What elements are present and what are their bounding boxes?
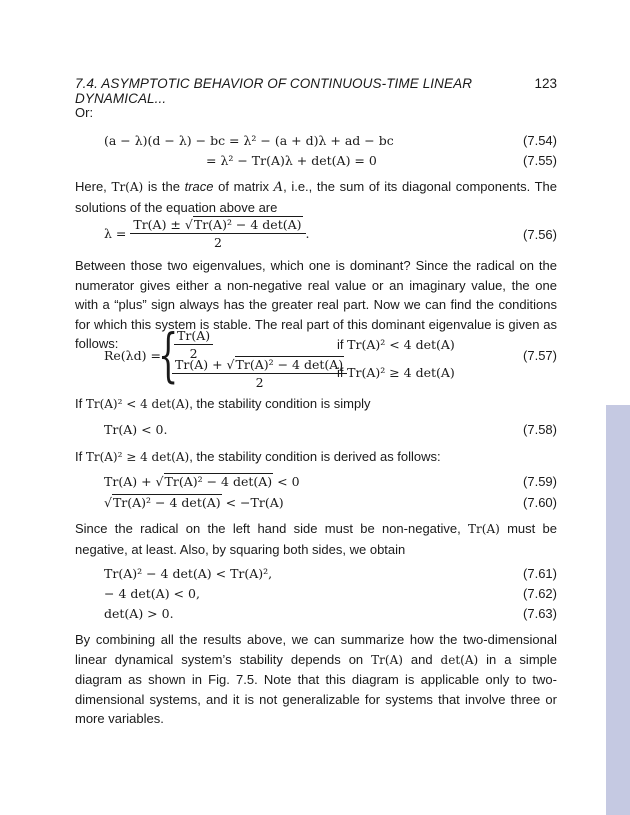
paragraph-trace-text-3: of matrix	[213, 179, 274, 194]
paragraph-radical-text-2: must be negative, at least. Also, by squaring both sides, we obtain	[75, 521, 558, 557]
paragraph-trace	[75, 177, 557, 217]
equation-7-59-left: Tr(A) +	[104, 474, 152, 489]
equation-7-62	[104, 586, 557, 608]
equation-7-58-number: (7.58)	[523, 422, 557, 437]
chapter-thumb-tab	[606, 405, 630, 815]
inline-math-trace: Tr(A)	[111, 180, 144, 194]
equation-7-57-case2-num-left: Tr(A) +	[175, 357, 223, 372]
equation-7-56-number: (7.56)	[523, 227, 557, 242]
equation-7-59-radicand: Tr(A)² − 4 det(A)	[164, 474, 273, 489]
inline-math-condition-less: Tr(A)² < 4 det(A)	[85, 397, 190, 411]
equation-7-56-numerator	[130, 217, 305, 234]
equation-7-57-case1-cond: Tr(A)² < 4 det(A)	[347, 337, 455, 352]
paragraph-summary	[75, 630, 557, 729]
line-if-greater	[75, 447, 557, 468]
paragraph-radical-text-1: Since the radical on the left hand side must be non-negative,	[75, 521, 469, 536]
equation-7-60-number: (7.60)	[523, 495, 557, 510]
equation-7-63-number: (7.63)	[523, 606, 557, 621]
paragraph-trace-text-1: Here,	[75, 179, 112, 194]
equation-7-56-fraction	[130, 217, 305, 250]
equation-7-57-case2-condition	[337, 365, 455, 380]
equation-7-57-case2-denominator: 2	[255, 375, 264, 390]
equation-7-59-radical: √Tr(A)² − 4 det(A)	[155, 474, 273, 489]
equation-7-55-content: = λ² − Tr(A)λ + det(A) = 0	[206, 153, 377, 168]
equation-7-59-number: (7.59)	[523, 474, 557, 489]
equation-7-57-lhs: Re(λd) =	[104, 348, 161, 363]
equation-7-56-denominator: 2	[213, 235, 222, 250]
running-header	[75, 76, 557, 106]
equation-7-56	[104, 217, 557, 253]
equation-7-57-case1-condition	[337, 337, 455, 352]
equation-7-61-content: Tr(A)² − 4 det(A) < Tr(A)²,	[104, 566, 273, 581]
emphasis-trace: trace	[184, 179, 214, 194]
inline-math-trace-2: Tr(A)	[468, 522, 500, 536]
equation-7-57-case2-numerator	[172, 357, 347, 374]
equation-7-61-number: (7.61)	[523, 566, 557, 581]
line-if-greater-text-2: , the stability condition is derived as follows:	[189, 449, 441, 464]
paragraph-trace-text-2: is the	[143, 179, 185, 194]
equation-7-54-number: (7.54)	[523, 133, 557, 148]
paragraph-summary-text-3: in a simple diagram as shown in Fig. 7.5. Note that this diagram is applicable only to two-dimensional systems, and it is not generalizable for systems that involve three or more variables.	[75, 651, 557, 726]
equation-7-57-case2-cond: Tr(A)² ≥ 4 det(A)	[347, 365, 455, 380]
equation-7-58	[104, 422, 557, 444]
line-if-less-text-2: , the stability condition is simply	[189, 396, 371, 411]
equation-7-56-trail: .	[305, 226, 310, 241]
equation-7-60	[104, 495, 557, 517]
equation-7-60-radicand: Tr(A)² − 4 det(A)	[112, 495, 221, 510]
equation-7-58-content: Tr(A) < 0.	[104, 422, 168, 437]
equation-7-62-content: − 4 det(A) < 0,	[104, 586, 200, 601]
equation-7-56-lhs: λ =	[104, 226, 127, 241]
paragraph-radical	[75, 519, 557, 559]
equation-7-57-case2-radical: √Tr(A)² − 4 det(A)	[226, 357, 344, 372]
equation-7-63	[104, 606, 557, 628]
equation-7-57	[104, 321, 557, 390]
equation-7-59-content	[104, 474, 300, 489]
inline-math-condition-greater: Tr(A)² ≥ 4 det(A)	[85, 450, 190, 464]
equation-7-60-radical: √Tr(A)² − 4 det(A)	[104, 495, 221, 510]
line-if-less	[75, 394, 557, 415]
equation-7-57-number: (7.57)	[523, 348, 557, 363]
paragraph-summary-text-1: By combining all the results above, we can summarize how the two-dimensional linear dynamical system’s stability depends on	[75, 632, 557, 667]
equation-7-59-right: < 0	[273, 474, 300, 489]
equation-7-56-radicand: Tr(A)² − 4 det(A)	[193, 217, 302, 232]
equation-7-60-right: < −Tr(A)	[221, 495, 284, 510]
equation-7-56-num-left: Tr(A) ±	[133, 217, 181, 232]
equation-7-57-case1-if: if	[337, 337, 348, 352]
equation-7-57-brace: {	[158, 321, 179, 389]
page-number: 123	[534, 76, 557, 91]
equation-7-56-body	[104, 217, 310, 250]
equation-7-62-number: (7.62)	[523, 586, 557, 601]
equation-7-57-case1-numerator: Tr(A)	[174, 328, 213, 345]
equation-7-56-radical: √Tr(A)² − 4 det(A)	[184, 217, 302, 232]
paragraph-summary-text-2: and	[402, 651, 441, 667]
inline-math-trace-3: Tr(A)	[371, 652, 403, 667]
equation-7-57-case2-if: if	[337, 365, 348, 380]
equation-7-57-case1-denominator: 2	[189, 346, 198, 361]
equation-7-61	[104, 566, 557, 588]
equation-7-57-case2-radicand: Tr(A)² − 4 det(A)	[235, 357, 344, 372]
or-label: Or:	[75, 105, 94, 120]
equation-7-60-content	[104, 495, 284, 510]
equation-7-57-case2-fraction	[172, 357, 347, 390]
equation-7-63-content: det(A) > 0.	[104, 606, 174, 621]
running-header-title: 7.4. ASYMPTOTIC BEHAVIOR OF CONTINUOUS-TIME LINEAR DYNAMICAL...	[75, 76, 473, 106]
equation-7-55	[104, 153, 557, 175]
paragraph-eigenvalues: Between those two eigenvalues, which one is dominant? Since the radical on the numerator gives either a non-negative real value or an imaginary value, the one with a “plus” sign always has the greater real part. Now we can find the conditions for which this system is stable. The real part of this dominant eigenvalue is given as follows:	[75, 258, 557, 351]
equation-7-55-number: (7.55)	[523, 153, 557, 168]
equation-7-54-content: (a − λ)(d − λ) − bc = λ² − (a + d)λ + ad − bc	[104, 133, 394, 148]
paragraph-trace-text-4: , i.e., the sum of its diagonal components. The solutions of the equation above are	[75, 179, 557, 215]
inline-math-det: det(A)	[440, 652, 479, 667]
line-if-greater-text-1: If	[75, 449, 86, 464]
equation-7-54	[104, 133, 557, 155]
equation-7-59	[104, 474, 557, 496]
line-if-less-text-1: If	[75, 396, 86, 411]
inline-math-matrix-a: A	[273, 180, 284, 195]
